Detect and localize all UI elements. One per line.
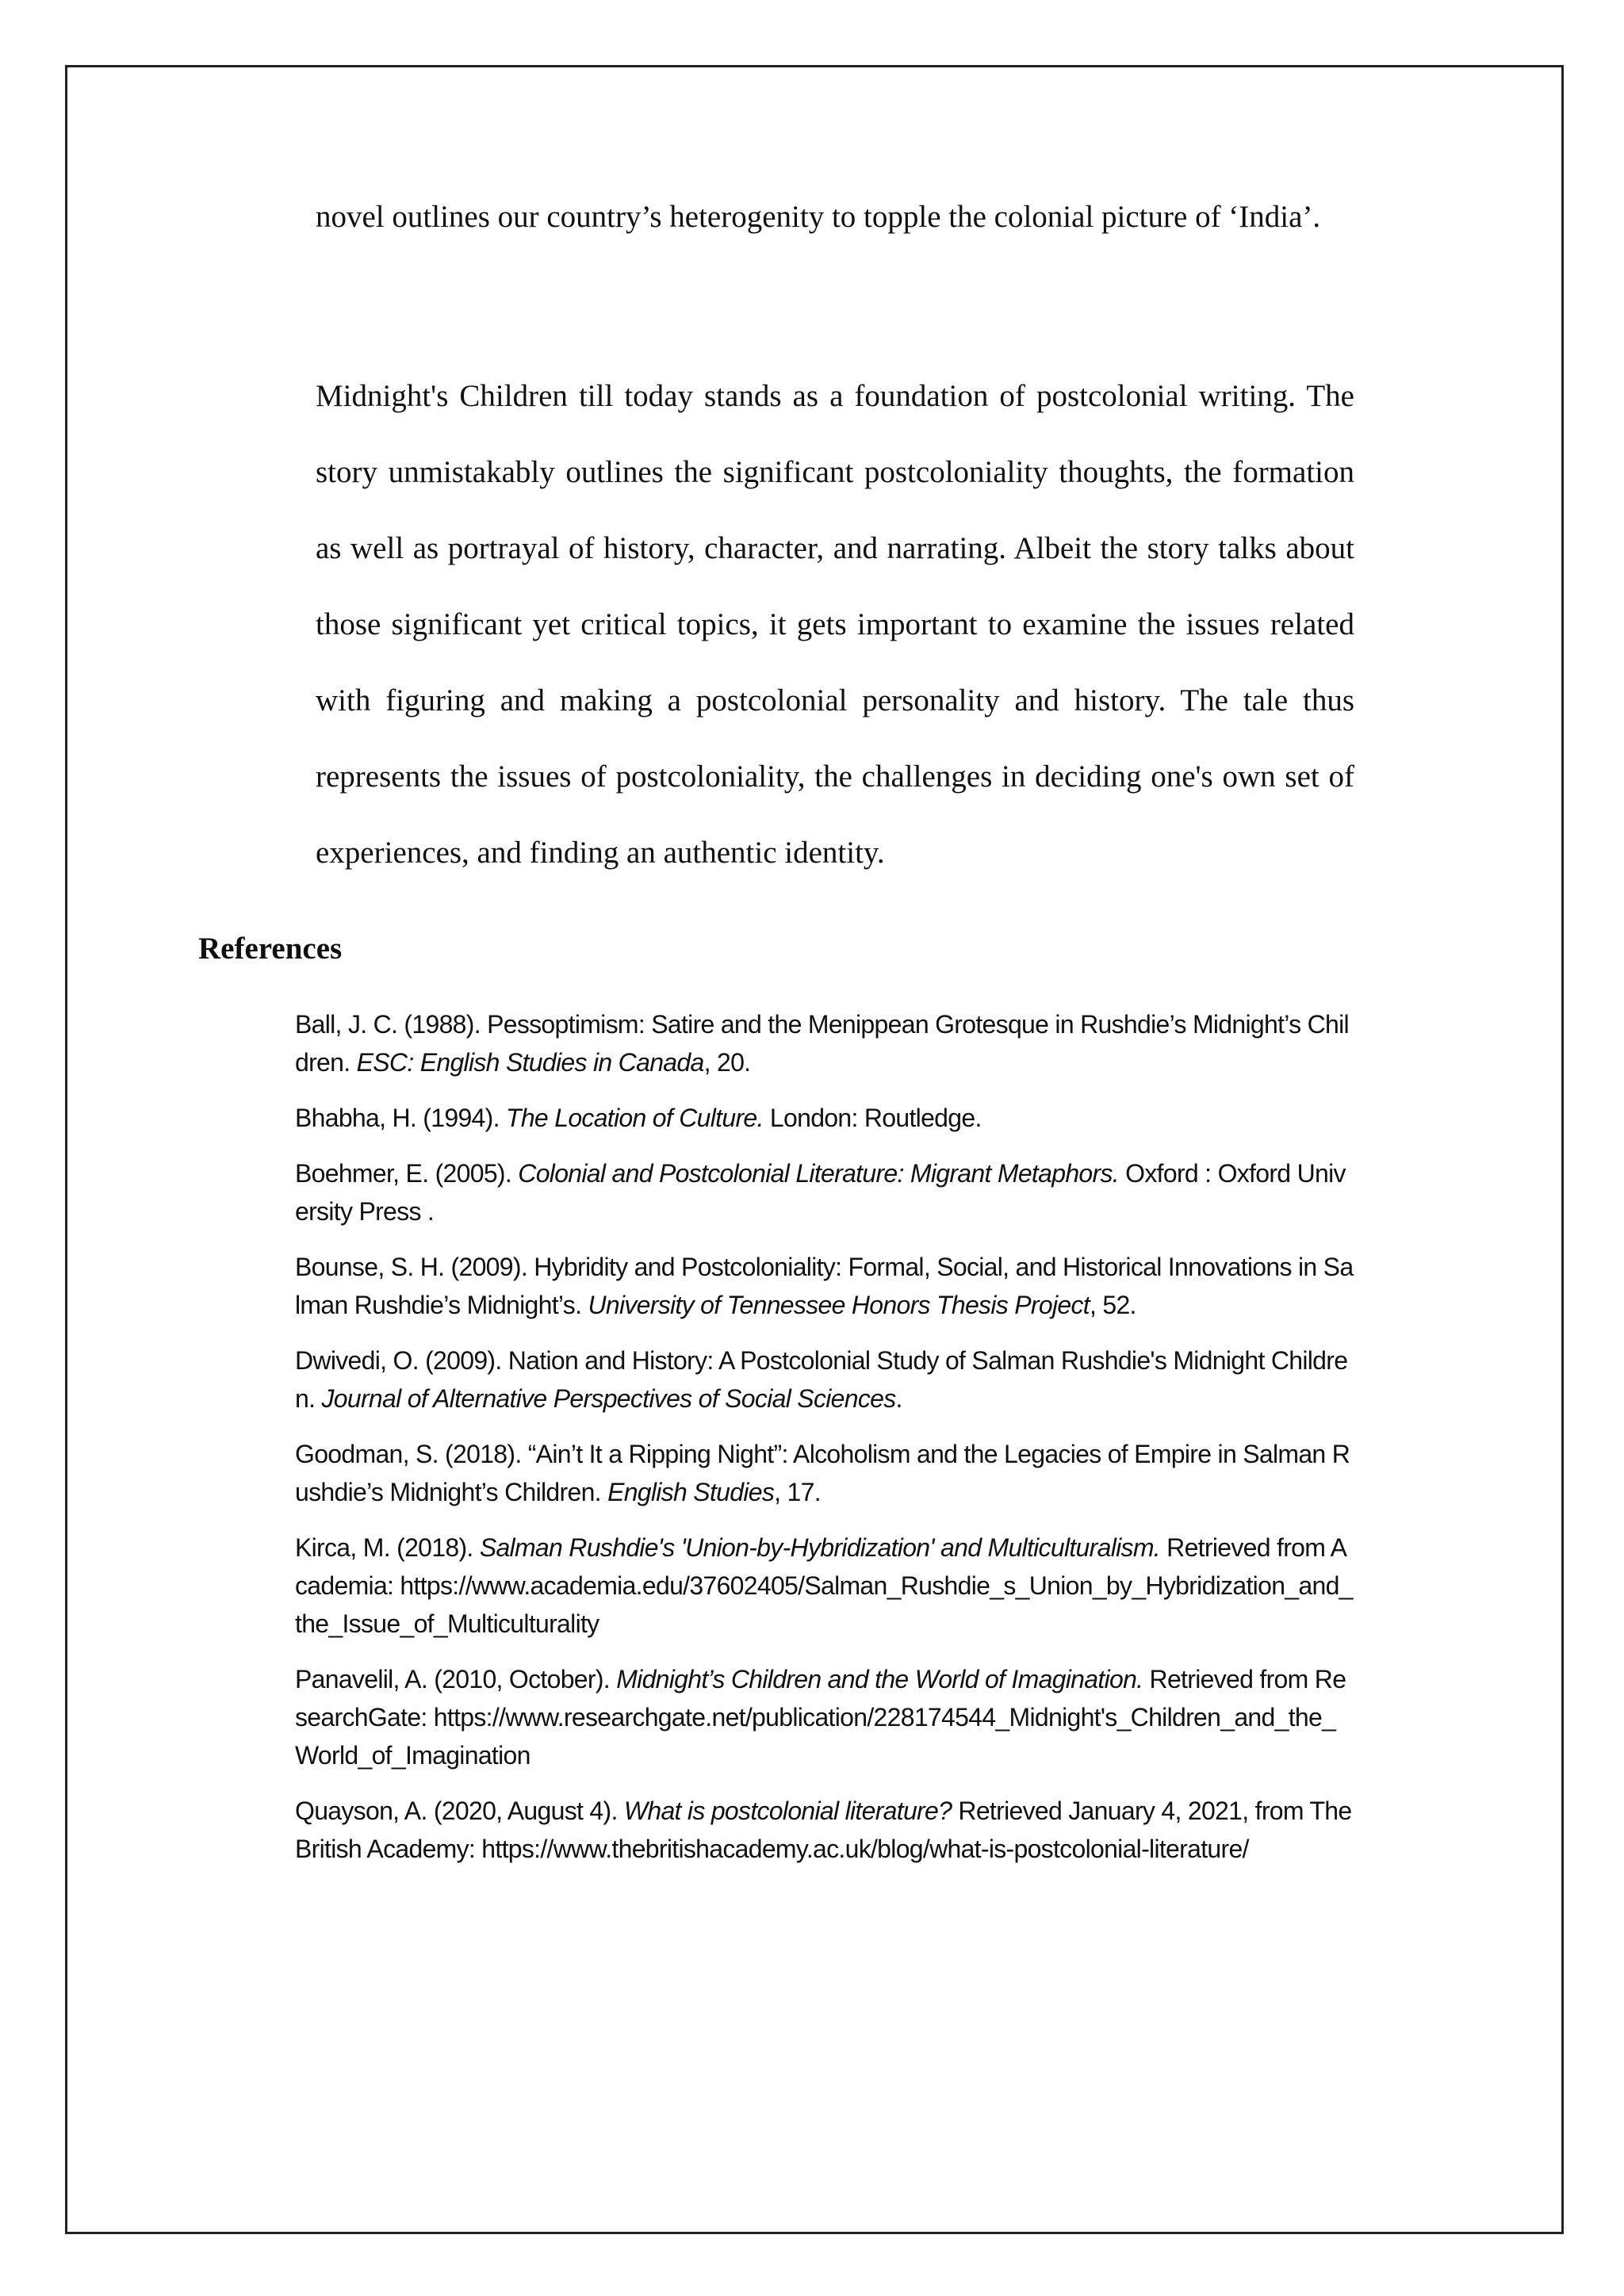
- reference-text: Goodman, S. (2018). “Ain’t It a Ripping Night”: Alcoholism and the Legacies of Empire in Salman Rushdie’s Midnight’s Children.: [295, 1440, 1350, 1506]
- reference-text: Panavelil, A. (2010, October).: [295, 1665, 617, 1693]
- reference-item: [295, 1529, 1358, 1643]
- reference-text: Bhabha, H. (1994).: [295, 1104, 506, 1132]
- reference-item: [295, 1248, 1358, 1324]
- reference-source: The Location of Culture.: [505, 1104, 764, 1132]
- reference-tail: .: [895, 1384, 902, 1413]
- reference-item: [295, 1792, 1358, 1868]
- reference-tail: Retrieved January 4, 2021, from The British Academy: https://www.thebritishacademy.ac.uk/blog/what-is-postcolonial-literature/: [295, 1797, 1352, 1863]
- reference-item: [295, 1660, 1358, 1774]
- reference-source: What is postcolonial literature?: [623, 1797, 952, 1825]
- reference-tail: London: Routledge.: [763, 1104, 982, 1132]
- reference-source: University of Tennessee Honors Thesis Project: [588, 1291, 1090, 1319]
- reference-text: Bounse, S. H. (2009). Hybridity and Postcoloniality: Formal, Social, and Historical Innovations in Salman Rushdie’s Midnight’s.: [295, 1253, 1354, 1319]
- reference-source: Journal of Alternative Perspectives of Social Sciences: [321, 1384, 896, 1413]
- reference-tail: Retrieved from ResearchGate: https://www.researchgate.net/publication/228174544_Midnight's_Children_and_the_World_of_Imagination: [295, 1665, 1346, 1770]
- reference-item: [295, 1341, 1358, 1418]
- references-list: [295, 1005, 1358, 1885]
- reference-source: ESC: English Studies in Canada: [356, 1048, 704, 1077]
- reference-item: [295, 1435, 1358, 1511]
- reference-text: Kirca, M. (2018).: [295, 1533, 480, 1562]
- reference-source: English Studies: [607, 1478, 775, 1506]
- reference-tail: Oxford : Oxford University Press .: [295, 1159, 1346, 1226]
- paragraph-continuation: novel outlines our country’s heterogenity to topple the colonial picture of ‘India’.: [316, 200, 1321, 234]
- reference-source: Midnight’s Children and the World of Imagination.: [616, 1665, 1143, 1693]
- reference-tail: , 52.: [1089, 1291, 1136, 1319]
- reference-tail: , 17.: [774, 1478, 821, 1506]
- reference-text: Dwivedi, O. (2009). Nation and History: A Postcolonial Study of Salman Rushdie's Midnight Children.: [295, 1346, 1348, 1413]
- reference-item: [295, 1099, 1358, 1137]
- reference-source: Colonial and Postcolonial Literature: Migrant Metaphors.: [518, 1159, 1119, 1188]
- reference-text: Ball, J. C. (1988). Pessoptimism: Satire and the Menippean Grotesque in Rushdie’s Midnight’s Children.: [295, 1010, 1349, 1077]
- references-heading: References: [198, 932, 343, 966]
- reference-tail: , 20.: [703, 1048, 751, 1077]
- paragraph-conclusion: Midnight's Children till today stands as a foundation of postcolonial writing. The story unmistakably outlines the significant postcoloniality thoughts, the formation as well as portrayal of history, character, and narrating. Albeit the story talks about those significant yet critical topics, it gets important to examine the issues related with figuring and making a postcolonial personality and history. The tale thus represents the issues of postcoloniality, the challenges in deciding one's own set of experiences, and finding an authentic identity.: [316, 379, 1354, 870]
- reference-item: [295, 1154, 1358, 1230]
- reference-item: [295, 1005, 1358, 1081]
- reference-text: Quayson, A. (2020, August 4).: [295, 1797, 624, 1825]
- reference-tail: Retrieved from Academia: https://www.academia.edu/37602405/Salman_Rushdie_s_Union_by_Hybridization_and_the_Issue_of_Multiculturality: [295, 1533, 1353, 1638]
- reference-source: Salman Rushdie's 'Union-by-Hybridization' and Multiculturalism.: [479, 1533, 1160, 1562]
- reference-text: Boehmer, E. (2005).: [295, 1159, 519, 1188]
